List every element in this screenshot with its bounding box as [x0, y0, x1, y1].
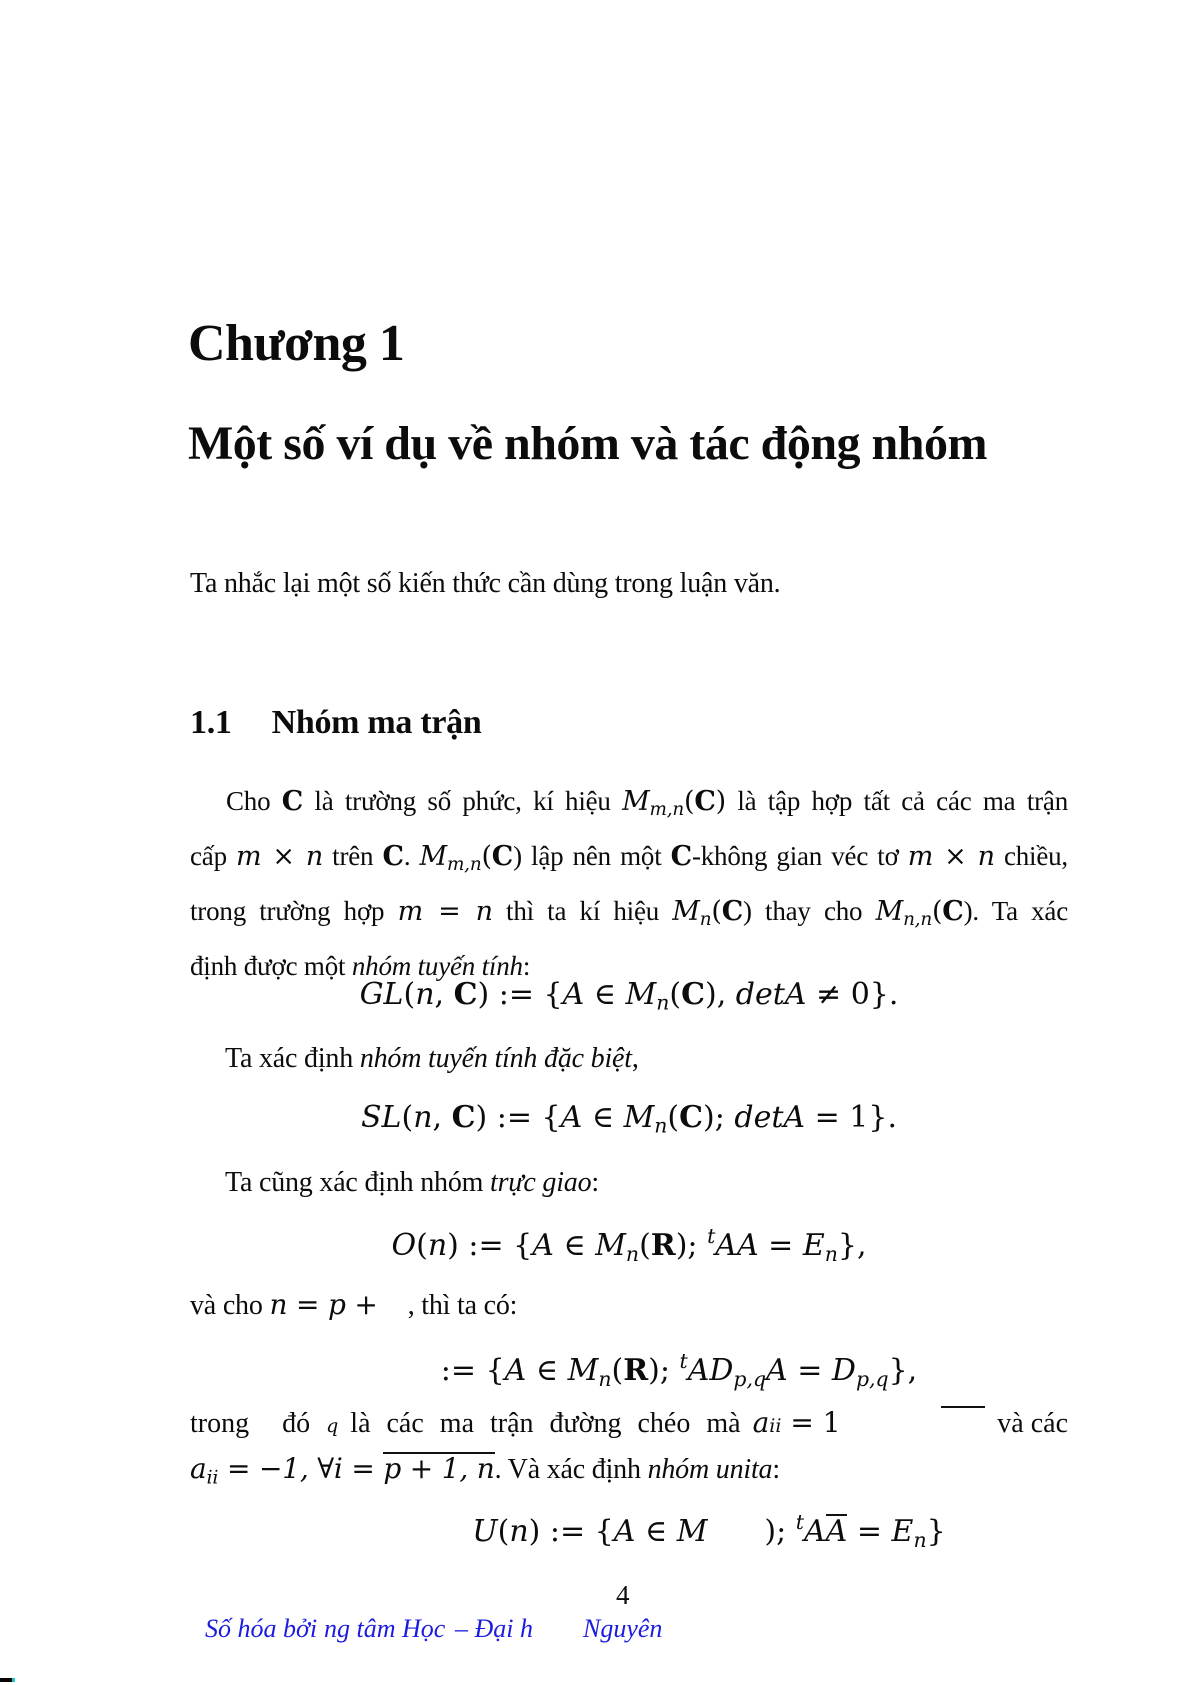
text-run: thì ta kí hiệu: [492, 896, 673, 927]
text-run: trong đó: [190, 1408, 311, 1439]
text-run: ) thay cho: [743, 896, 876, 927]
math-run: n: [977, 841, 995, 873]
subscript: ii: [769, 1415, 782, 1437]
math-run: =: [423, 896, 476, 928]
math-run: a: [752, 1406, 770, 1439]
math-run: detA: [735, 977, 807, 1012]
subscript: n: [656, 990, 670, 1015]
text-run: chiều,: [994, 841, 1068, 872]
math-run: m: [236, 841, 262, 873]
paragraph-line: [190, 888, 1068, 943]
math-run: C: [670, 841, 692, 873]
text-run: và cho: [190, 1290, 270, 1321]
math-run: := {: [440, 1353, 505, 1389]
math-run: R: [650, 1228, 676, 1264]
text-run: . Và xác định: [494, 1454, 648, 1485]
superscript: t: [679, 1349, 688, 1373]
math-run: C: [453, 977, 478, 1012]
math-run: U: [472, 1514, 498, 1550]
math-run: A: [613, 1514, 636, 1550]
subscript: p,q: [855, 1366, 889, 1391]
math-run: C: [679, 1100, 704, 1135]
text-run: ) lập nên một: [513, 841, 671, 872]
formula-unitary-group: [270, 1510, 1148, 1553]
section-title: Nhóm ma trận: [271, 704, 482, 741]
math-run: ) := {: [528, 1514, 614, 1550]
math-run: M: [419, 841, 447, 873]
math-run: R: [623, 1353, 649, 1389]
math-run: M: [567, 1353, 599, 1389]
math-run: (: [931, 896, 943, 928]
text-run: và các: [997, 1408, 1068, 1439]
math-run: n: [305, 841, 324, 873]
math-run: +: [345, 1288, 378, 1321]
footer-text-segment: ng tâm Học: [324, 1614, 446, 1643]
math-run: C: [281, 786, 304, 817]
math-run: (: [403, 977, 416, 1012]
section-number: 1.1: [190, 704, 232, 741]
chapter-label: Chương 1: [188, 315, 405, 372]
math-run: = −1, ∀i =: [218, 1452, 384, 1485]
subscript: q: [326, 1415, 339, 1437]
math-run: M: [625, 977, 657, 1012]
subscript: ii: [206, 1466, 219, 1489]
math-run: C: [681, 977, 706, 1012]
math-run: =: [287, 1288, 328, 1321]
text-run: trong trường hợp: [190, 896, 398, 927]
math-run: E: [802, 1228, 825, 1264]
math-run: m: [907, 841, 934, 873]
emphasized-term: nhóm unita: [647, 1454, 773, 1485]
math-run: ∈: [584, 977, 626, 1012]
math-run: ∈: [553, 1228, 596, 1264]
superscript: t: [707, 1224, 716, 1248]
math-run: ) := {: [477, 977, 563, 1012]
math-run: (: [497, 1514, 510, 1550]
math-run: n: [475, 896, 493, 928]
math-run: );: [648, 1353, 680, 1389]
math-run: ×: [933, 841, 978, 873]
text-run: .: [403, 841, 420, 872]
overlined-range: p + 1, n: [383, 1452, 495, 1485]
subscript: n: [654, 1113, 668, 1138]
math-run: n: [269, 1288, 288, 1321]
chapter-title: Một số ví dụ về nhóm và tác động nhóm: [188, 417, 987, 470]
math-run: M: [623, 1100, 655, 1135]
subscript: n: [598, 1366, 612, 1391]
math-run: (: [416, 1228, 428, 1264]
subscript: n: [824, 1241, 838, 1266]
formula-special-linear-group: [190, 1099, 1068, 1139]
subscript: n: [699, 909, 712, 931]
superscript: t: [795, 1510, 804, 1534]
text-run: cấp: [190, 841, 237, 872]
math-run: A: [504, 1353, 527, 1389]
text-run: định được một: [190, 951, 352, 982]
math-run: AA: [715, 1228, 759, 1264]
math-run: n: [415, 977, 435, 1012]
section-heading: [190, 704, 481, 742]
math-run: C: [694, 786, 716, 817]
math-run: ,: [434, 977, 454, 1012]
math-run: detA: [734, 1100, 806, 1135]
overline-mark: [941, 1406, 985, 1432]
subscript: p,q: [733, 1366, 767, 1391]
math-run: (: [401, 1100, 414, 1135]
math-run: D: [831, 1353, 856, 1389]
footer-text-segment: Số hóa bởi: [205, 1614, 318, 1643]
sentence: [190, 1288, 517, 1323]
math-run: C: [382, 841, 404, 873]
paragraph-line: [190, 778, 1068, 833]
footer-text-segment: – Đại h: [455, 1614, 533, 1643]
text-run: là tập hợp tất cả các ma trận: [725, 786, 1068, 816]
math-run: C: [942, 896, 964, 928]
text-run: là trường số phức, kí hiệu: [303, 786, 623, 816]
overlined-math-run: A: [825, 1514, 848, 1550]
math-run: C: [491, 841, 514, 873]
math-run: M: [672, 896, 700, 928]
paragraph: [190, 778, 1068, 989]
subscript: m,n: [446, 854, 482, 876]
math-run: M: [676, 1514, 708, 1550]
formula-general-linear-group: [190, 976, 1068, 1016]
math-run: M: [622, 786, 650, 817]
sentence: [225, 1166, 599, 1200]
math-run: ∈: [582, 1100, 624, 1135]
subscript: n: [913, 1527, 927, 1552]
paragraph-line: [190, 833, 1068, 888]
math-run: ∈: [526, 1353, 568, 1389]
subscript: n,n: [903, 909, 932, 931]
footer-text-segment: Nguyên: [583, 1614, 663, 1643]
math-run: (: [611, 1353, 624, 1389]
math-run: },: [837, 1228, 867, 1264]
math-run: n: [413, 1100, 433, 1135]
math-run: C: [451, 1100, 476, 1135]
math-run: = 1}.: [805, 1100, 897, 1135]
math-run: C: [721, 896, 744, 928]
math-run: A: [766, 1353, 788, 1389]
math-run: = 1: [781, 1406, 841, 1439]
math-run: =: [787, 1353, 832, 1389]
math-run: );: [764, 1514, 796, 1550]
text-run: :: [591, 1167, 599, 1198]
math-run: n: [427, 1228, 448, 1264]
math-run: ),: [705, 977, 736, 1012]
math-run: );: [675, 1228, 708, 1264]
sentence-justified: [190, 1406, 1068, 1440]
math-run: M: [595, 1228, 626, 1264]
text-run: :: [772, 1454, 780, 1485]
math-run: (: [667, 1100, 680, 1135]
text-run: Cho: [226, 786, 282, 816]
math-run: =: [758, 1228, 803, 1264]
math-run: E: [891, 1514, 914, 1550]
intro-paragraph: Ta nhắc lại một số kiến thức cần dùng trong luận văn.: [190, 568, 781, 599]
text-run: :: [522, 951, 531, 982]
text-run: -không gian véc tơ: [691, 841, 908, 872]
emphasized-term: trực giao: [490, 1167, 592, 1198]
math-run: ×: [261, 841, 306, 873]
formula-orthogonal-group: [190, 1224, 1068, 1267]
math-run: );: [703, 1100, 735, 1135]
math-run: ,: [432, 1100, 452, 1135]
math-run: (: [481, 841, 492, 873]
math-run: (: [684, 786, 695, 817]
math-run: M: [875, 896, 904, 928]
scan-artifact: [0, 1678, 15, 1682]
math-run: =: [847, 1514, 892, 1550]
math-run: AD: [687, 1353, 734, 1389]
text-run: trên: [323, 841, 383, 872]
math-run: ) := {: [475, 1100, 561, 1135]
math-run: ) := {: [447, 1228, 533, 1264]
text-run: ,: [631, 1043, 639, 1074]
text-run: ). Ta xác: [963, 896, 1068, 927]
subscript: n: [625, 1241, 640, 1266]
math-run: (: [711, 896, 722, 928]
math-run: A: [803, 1514, 826, 1550]
math-run: m: [397, 896, 424, 928]
math-run: O: [391, 1228, 417, 1264]
emphasized-term: nhóm tuyến tính: [351, 951, 523, 982]
math-run: SL: [361, 1100, 402, 1135]
math-run: },: [888, 1353, 918, 1389]
math-run: (: [639, 1228, 651, 1264]
digitization-footer: [0, 1614, 1192, 1648]
math-run: p: [327, 1288, 346, 1321]
math-run: }: [926, 1514, 946, 1550]
subscript: m,n: [649, 799, 684, 821]
math-run: ): [715, 786, 726, 817]
math-run: A: [532, 1228, 554, 1264]
sentence: [190, 1452, 780, 1489]
math-run: A: [562, 977, 585, 1012]
text-run: , thì ta có:: [407, 1290, 518, 1321]
text-run: Ta xác định: [225, 1043, 360, 1074]
sentence: [225, 1042, 639, 1076]
math-run: GL: [359, 977, 404, 1012]
text-run: Ta cũng xác định nhóm: [225, 1167, 491, 1198]
text-run: là các ma trận đường chéo mà: [350, 1408, 741, 1439]
math-run: n: [509, 1514, 529, 1550]
math-run: a: [190, 1452, 207, 1485]
math-run: A: [560, 1100, 583, 1135]
emphasized-term: nhóm tuyến tính đặc biệt: [359, 1043, 632, 1074]
math-run: ≠ 0}.: [806, 977, 899, 1012]
page-number: 4: [616, 1580, 630, 1610]
math-run: ∈: [635, 1514, 677, 1550]
formula-pseudo-orthogonal-group: [240, 1349, 1118, 1392]
math-run: (: [669, 977, 682, 1012]
